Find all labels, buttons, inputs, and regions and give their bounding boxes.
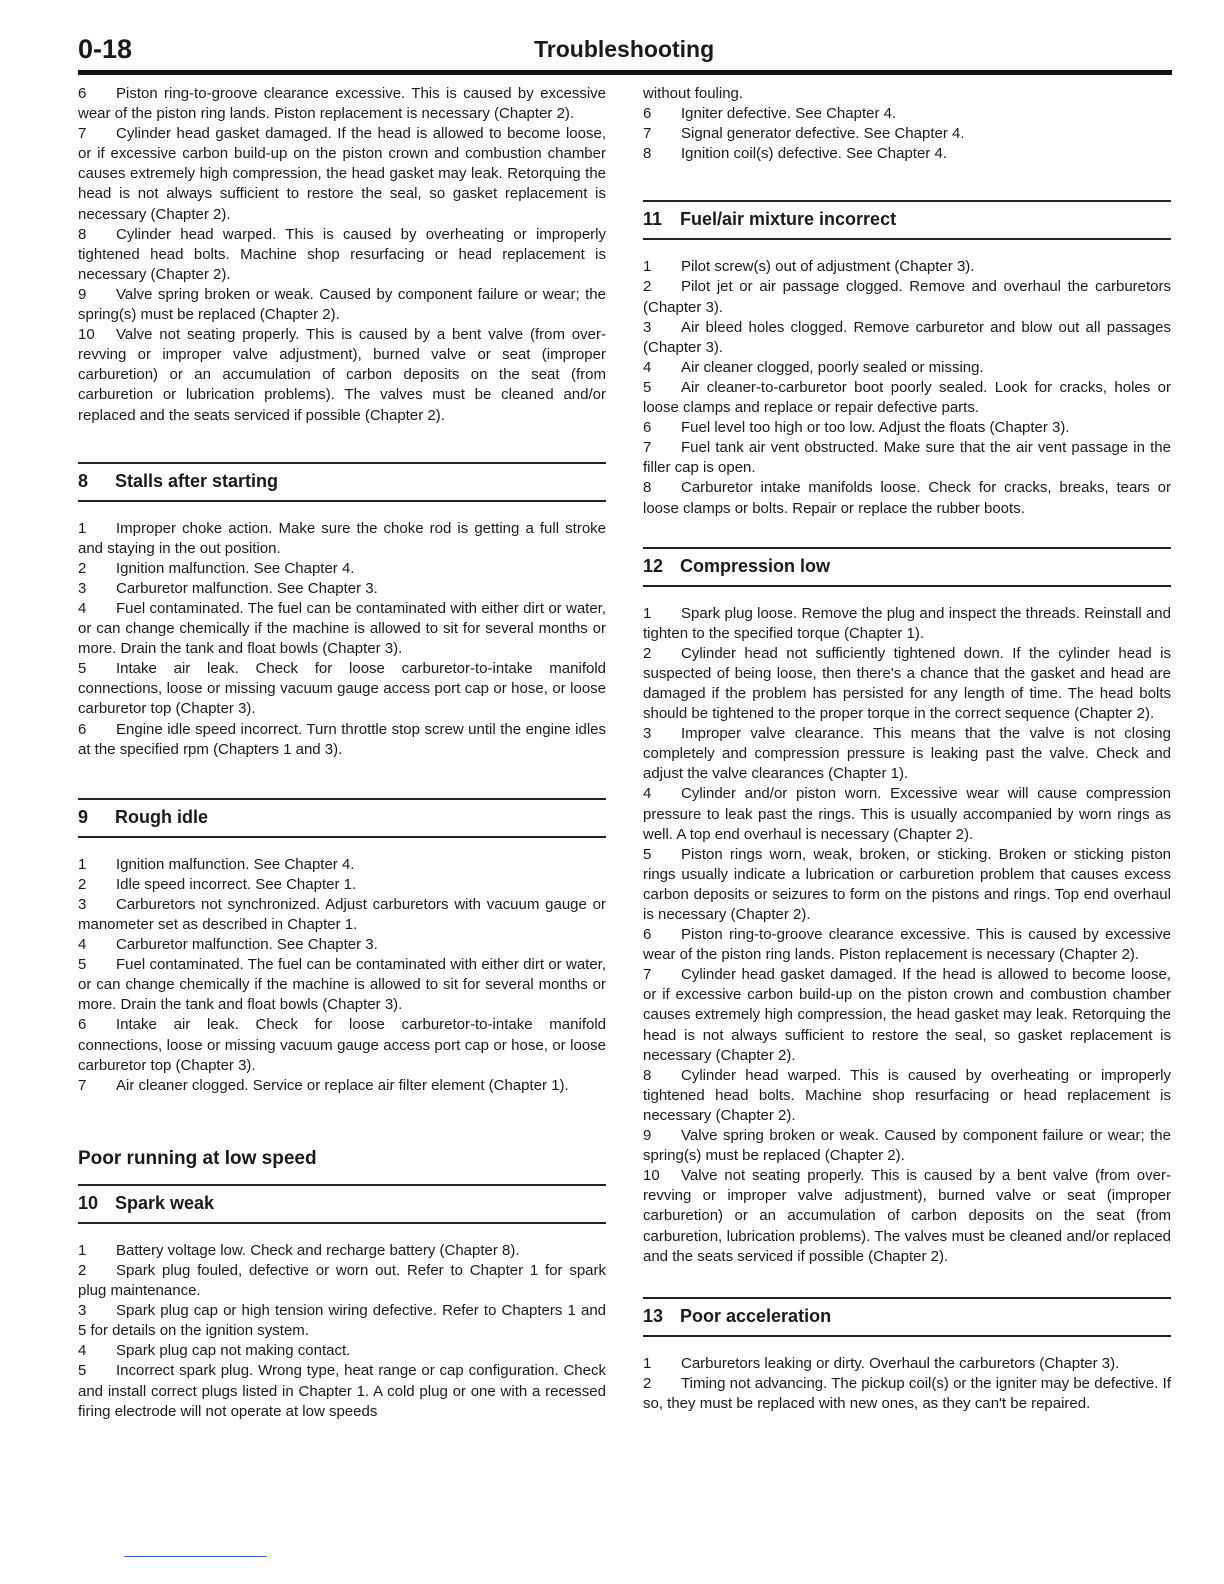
section-title: Spark weak [115,1192,215,1213]
list-item [78,285,606,325]
item-text: Cylinder head gasket damaged. If the head is allowed to become loose, or if excessive carbon build-up on the piston crown and combustion chamber causes extremely high compression, the head gasket may leak. Retorquing the head is not always sufficient to restore the seal, so gasket replacement is necessary (Chapter 2). [78,125,606,223]
item-number: 7 [643,966,652,984]
item-number: 1 [643,604,652,622]
list-item [643,1166,1171,1266]
section-list [78,855,606,1096]
item-number: 5 [78,956,87,974]
list-item [643,124,1171,144]
list-item [643,358,1171,378]
item-number: 2 [643,278,652,296]
item-text: Improper choke action. Make sure the choke rod is getting a full stroke and staying in the out position. [78,519,606,557]
item-number: 7 [78,1076,87,1094]
item-text: Cylinder head warped. This is caused by overheating or improperly tightened head bolts. Machine shop resurfacing or head replacement is necessary (Chapter 2). [643,1066,1171,1124]
list-item [643,784,1171,844]
section-number: 13 [643,1305,664,1326]
item-text: Piston ring-to-groove clearance excessive. This is caused by excessive wear of the piston ring lands. Piston replacement is necessary (Chapter 2). [643,926,1171,964]
item-number: 9 [78,285,87,303]
list-item [78,855,606,875]
item-text: Valve spring broken or weak. Caused by component failure or wear; the spring(s) must be replaced (Chapter 2). [78,285,606,324]
item-text: Carburetor intake manifolds loose. Check for cracks, breaks, tears or loose clamps or bolts. Repair or replace the rubber boots. [643,479,1171,517]
list-item [78,325,606,425]
list-item [78,579,606,599]
item-number: 1 [78,1241,87,1259]
item-text: Fuel contaminated. The fuel can be contaminated with either dirt or water, or can change chemically if the machine is allowed to sit for several months or more. Drain the tank and float bowls (Chapter 3). [78,956,606,1014]
list-item [643,644,1171,724]
section-number: 8 [78,470,89,491]
section-bottom-rule [643,238,1171,240]
list-item [643,604,1171,644]
item-number: 2 [78,875,87,893]
list-item [78,1261,606,1301]
section-list [78,1241,606,1422]
intro-list [78,84,606,426]
item-number: 8 [643,1066,652,1084]
list-item [78,225,606,285]
item-number: 6 [643,419,652,437]
item-text: Engine idle speed incorrect. Turn throttle stop screw until the engine idles at the specified rpm (Chapters 1 and 3). [78,720,606,758]
list-item [78,720,606,760]
section-title: Stalls after starting [115,470,279,491]
item-text: Fuel tank air vent obstructed. Make sure that the air vent passage in the filler cap is open. [643,439,1171,477]
section-heading [78,1186,606,1222]
list-item [643,845,1171,925]
item-text: Cylinder head warped. This is caused by overheating or improperly tightened head bolts. Machine shop resurfacing or head replacement is necessary (Chapter 2). [78,225,606,283]
section-title: Fuel/air mixture incorrect [680,209,897,230]
list-item [643,1374,1171,1414]
item-number: 5 [78,1362,87,1380]
item-text: Spark plug cap not making contact. [116,1342,351,1360]
major-heading: Poor running at low speed [78,1147,317,1169]
list-item [78,1076,606,1096]
section-number: 9 [78,806,89,827]
list-item [78,124,606,224]
item-text: Igniter defective. See Chapter 4. [681,105,897,123]
item-number: 7 [643,125,652,143]
item-text: Ignition malfunction. See Chapter 4. [116,559,355,577]
list-item [78,519,606,559]
item-number: 3 [643,318,652,336]
item-text: Air cleaner clogged. Service or replace air filter element (Chapter 1). [116,1076,569,1094]
item-number: 4 [643,785,652,803]
continued-text: without fouling. [643,85,744,102]
item-text: Spark plug fouled, defective or worn out. Refer to Chapter 1 for spark plug maintenance. [78,1261,606,1300]
list-item [643,1126,1171,1166]
list-item [643,478,1171,518]
list-item [78,935,606,955]
section-title: Poor acceleration [680,1305,832,1326]
section-13 [643,1297,1171,1414]
section-number: 10 [78,1192,99,1213]
item-number: 7 [643,439,652,457]
list-item [78,875,606,895]
list-item [78,1015,606,1075]
section-bottom-rule [78,836,606,838]
item-number: 8 [643,145,652,163]
item-number: 3 [78,579,87,597]
item-number: 2 [78,559,87,577]
section-heading [643,549,1171,585]
item-text: Improper valve clearance. This means that the valve is not closing completely and compression pressure is leaking past the valve. Check and adjust the valve clearances (Chapter 1). [643,725,1171,783]
item-number: 2 [643,644,652,662]
section-heading [78,464,606,500]
item-text: Carburetor malfunction. See Chapter 3. [116,936,378,954]
intro-list [643,104,1171,164]
list-item [643,925,1171,965]
item-text: Ignition malfunction. See Chapter 4. [116,855,355,873]
list-item [643,1066,1171,1126]
section-title: Compression low [680,555,831,576]
item-number: 1 [643,1354,652,1372]
item-text: Timing not advancing. The pickup coil(s) or the igniter may be defective. If so, they must be replaced with new ones, as they can't be repaired. [643,1374,1171,1412]
item-text: Carburetors leaking or dirty. Overhaul the carburetors (Chapter 3). [681,1354,1120,1372]
header-rule [78,70,1172,75]
item-text: Intake air leak. Check for loose carburetor-to-intake manifold connections, loose or missing vacuum gauge access port cap or hose, or loose carburetor top (Chapter 3). [78,660,606,718]
item-number: 10 [78,326,95,344]
item-text: Valve not seating properly. This is caused by a bent valve (from over-revving or improper valve adjustment), burned valve or seat (improper carburetion) or an accumulation of carbon deposits on the seat (from carburetion, lubrication problems). The valves must be cleaned and/or replaced and the seats serviced if possible (Chapter 2). [643,1167,1171,1265]
item-number: 1 [78,855,87,873]
item-text: Piston rings worn, weak, broken, or sticking. Broken or sticking piston rings usually indicate a lubrication or carburetion problem that causes excess carbon deposits or seizures to form on the pistons and rings. Top end overhaul is necessary (Chapter 2). [643,845,1171,923]
item-number: 8 [643,479,652,497]
item-text: Cylinder and/or piston worn. Excessive wear will cause compression pressure to leak past the rings. This is usually accompanied by worn rings as well. A top end overhaul is necessary (Chapter 2). [643,785,1171,843]
list-item [643,144,1171,164]
list-item [78,559,606,579]
section-heading [643,202,1171,238]
item-text: Cylinder head not sufficiently tightened down. If the cylinder head is suspected of being loose, then there's a chance that the gasket and head are damaged if the problem has persisted for any length of time. The head bolts should be tightened to the proper torque in the correct sequence (Chapter 2). [643,644,1171,723]
section-bottom-rule [78,500,606,502]
list-item [643,418,1171,438]
list-item [78,955,606,1015]
list-item [643,318,1171,358]
item-text: Air cleaner clogged, poorly sealed or missing. [681,358,984,376]
section-bottom-rule [643,1335,1171,1337]
list-item [78,599,606,659]
item-number: 5 [78,660,87,678]
item-text: Ignition coil(s) defective. See Chapter 4. [681,145,947,163]
item-text: Air cleaner-to-carburetor boot poorly sealed. Look for cracks, holes or loose clamps and replace or repair defective parts. [643,378,1171,417]
item-number: 6 [643,105,652,123]
section-number: 11 [643,209,663,230]
item-number: 4 [78,936,87,954]
item-text: Intake air leak. Check for loose carburetor-to-intake manifold connections, loose or missing vacuum gauge access port cap or hose, or loose carburetor top (Chapter 3). [78,1016,606,1074]
item-number: 4 [643,358,652,376]
section-10 [78,1184,606,1422]
section-bottom-rule [78,1222,606,1224]
item-number: 10 [643,1167,660,1185]
item-text: Fuel contaminated. The fuel can be contaminated with either dirt or water, or can change chemically if the machine is allowed to sit for several months or more. Drain the tank and float bowls (Chapter 3). [78,599,606,658]
list-item [78,84,606,124]
section-list [643,1354,1171,1414]
page-number: 0-18 [78,34,133,64]
item-number: 4 [78,599,87,617]
item-number: 6 [78,720,87,738]
item-number: 3 [643,725,652,743]
item-number: 6 [78,1016,87,1034]
item-text: Signal generator defective. See Chapter 4. [681,125,965,143]
item-text: Incorrect spark plug. Wrong type, heat range or cap configuration. Check and install correct plugs listed in Chapter 1. A cold plug or one with a recessed firing electrode will not operate at low speeds [78,1362,606,1420]
section-11 [643,200,1171,518]
item-number: 8 [78,225,87,243]
right-column [643,84,1171,1414]
item-text: Battery voltage low. Check and recharge battery (Chapter 8). [116,1241,520,1259]
item-number: 7 [78,125,87,143]
list-item [643,378,1171,418]
item-number: 5 [643,378,652,396]
item-number: 2 [643,1374,652,1392]
item-text: Piston ring-to-groove clearance excessive. This is caused by excessive wear of the piston ring lands. Piston replacement is necessary (Chapter 2). [78,85,606,123]
item-text: Spark plug cap or high tension wiring defective. Refer to Chapters 1 and 5 for details on the ignition system. [78,1302,606,1340]
section-list [643,604,1171,1267]
item-number: 1 [78,519,87,537]
list-item [78,895,606,935]
section-heading [643,1299,1171,1335]
item-text: Carburetors not synchronized. Adjust carburetors with vacuum gauge or manometer set as described in Chapter 1. [78,895,606,933]
page-title: Troubleshooting [534,36,715,62]
item-text: Air bleed holes clogged. Remove carburetor and blow out all passages (Chapter 3). [643,318,1171,356]
list-item [643,277,1171,317]
section-9 [78,798,606,1096]
section-list [78,519,606,760]
item-text: Spark plug loose. Remove the plug and inspect the threads. Reinstall and tighten to the specified torque (Chapter 1). [643,604,1171,642]
item-text: Valve not seating properly. This is caused by a bent valve (from over-revving or improper valve adjustment), burned valve or seat (improper carburetion) or an accumulation of carbon deposits on the seat (from carburetion or lubrication problems). The valves must be cleaned and/or replaced and the seats serviced if possible (Chapter 2). [78,326,606,424]
item-number: 6 [643,926,652,944]
section-heading [78,800,606,836]
item-number: 6 [78,85,87,102]
list-item [643,965,1171,1065]
list-item [643,104,1171,124]
section-12 [643,547,1171,1267]
item-number: 9 [643,1127,652,1145]
item-text: Valve spring broken or weak. Caused by component failure or wear; the spring(s) must be replaced (Chapter 2). [643,1127,1171,1165]
list-item [643,724,1171,784]
item-text: Pilot screw(s) out of adjustment (Chapter 3). [681,258,975,276]
item-text: Idle speed incorrect. See Chapter 1. [116,875,357,893]
list-item [78,1241,606,1261]
section-bottom-rule [643,585,1171,587]
list-item [643,438,1171,478]
list-item [643,1354,1171,1374]
item-number: 3 [78,895,87,913]
item-number: 2 [78,1261,87,1279]
list-item [643,257,1171,277]
item-text: Carburetor malfunction. See Chapter 3. [116,579,378,597]
item-number: 5 [643,845,652,863]
item-number: 4 [78,1342,87,1360]
section-list [643,257,1171,518]
footer-link-underline [124,1556,267,1557]
section-number: 12 [643,555,664,576]
section-8 [78,462,606,760]
item-text: Cylinder head gasket damaged. If the head is allowed to become loose, or if excessive carbon build-up on the piston crown and combustion chamber causes extremely high compression, the head gasket may leak. Retorquing the head is not always sufficient to restore the seal, so gasket replacement is necessary (Chapter 2). [643,966,1171,1064]
list-item [78,1341,606,1361]
list-item [78,1301,606,1341]
left-column [78,84,606,1422]
item-text: Pilot jet or air passage clogged. Remove and overhaul the carburetors (Chapter 3). [643,278,1171,316]
item-text: Fuel level too high or too low. Adjust the floats (Chapter 3). [681,419,1070,437]
item-number: 1 [643,258,652,276]
list-item [78,659,606,719]
section-title: Rough idle [115,806,208,827]
item-number: 3 [78,1302,87,1320]
list-item [78,1361,606,1421]
